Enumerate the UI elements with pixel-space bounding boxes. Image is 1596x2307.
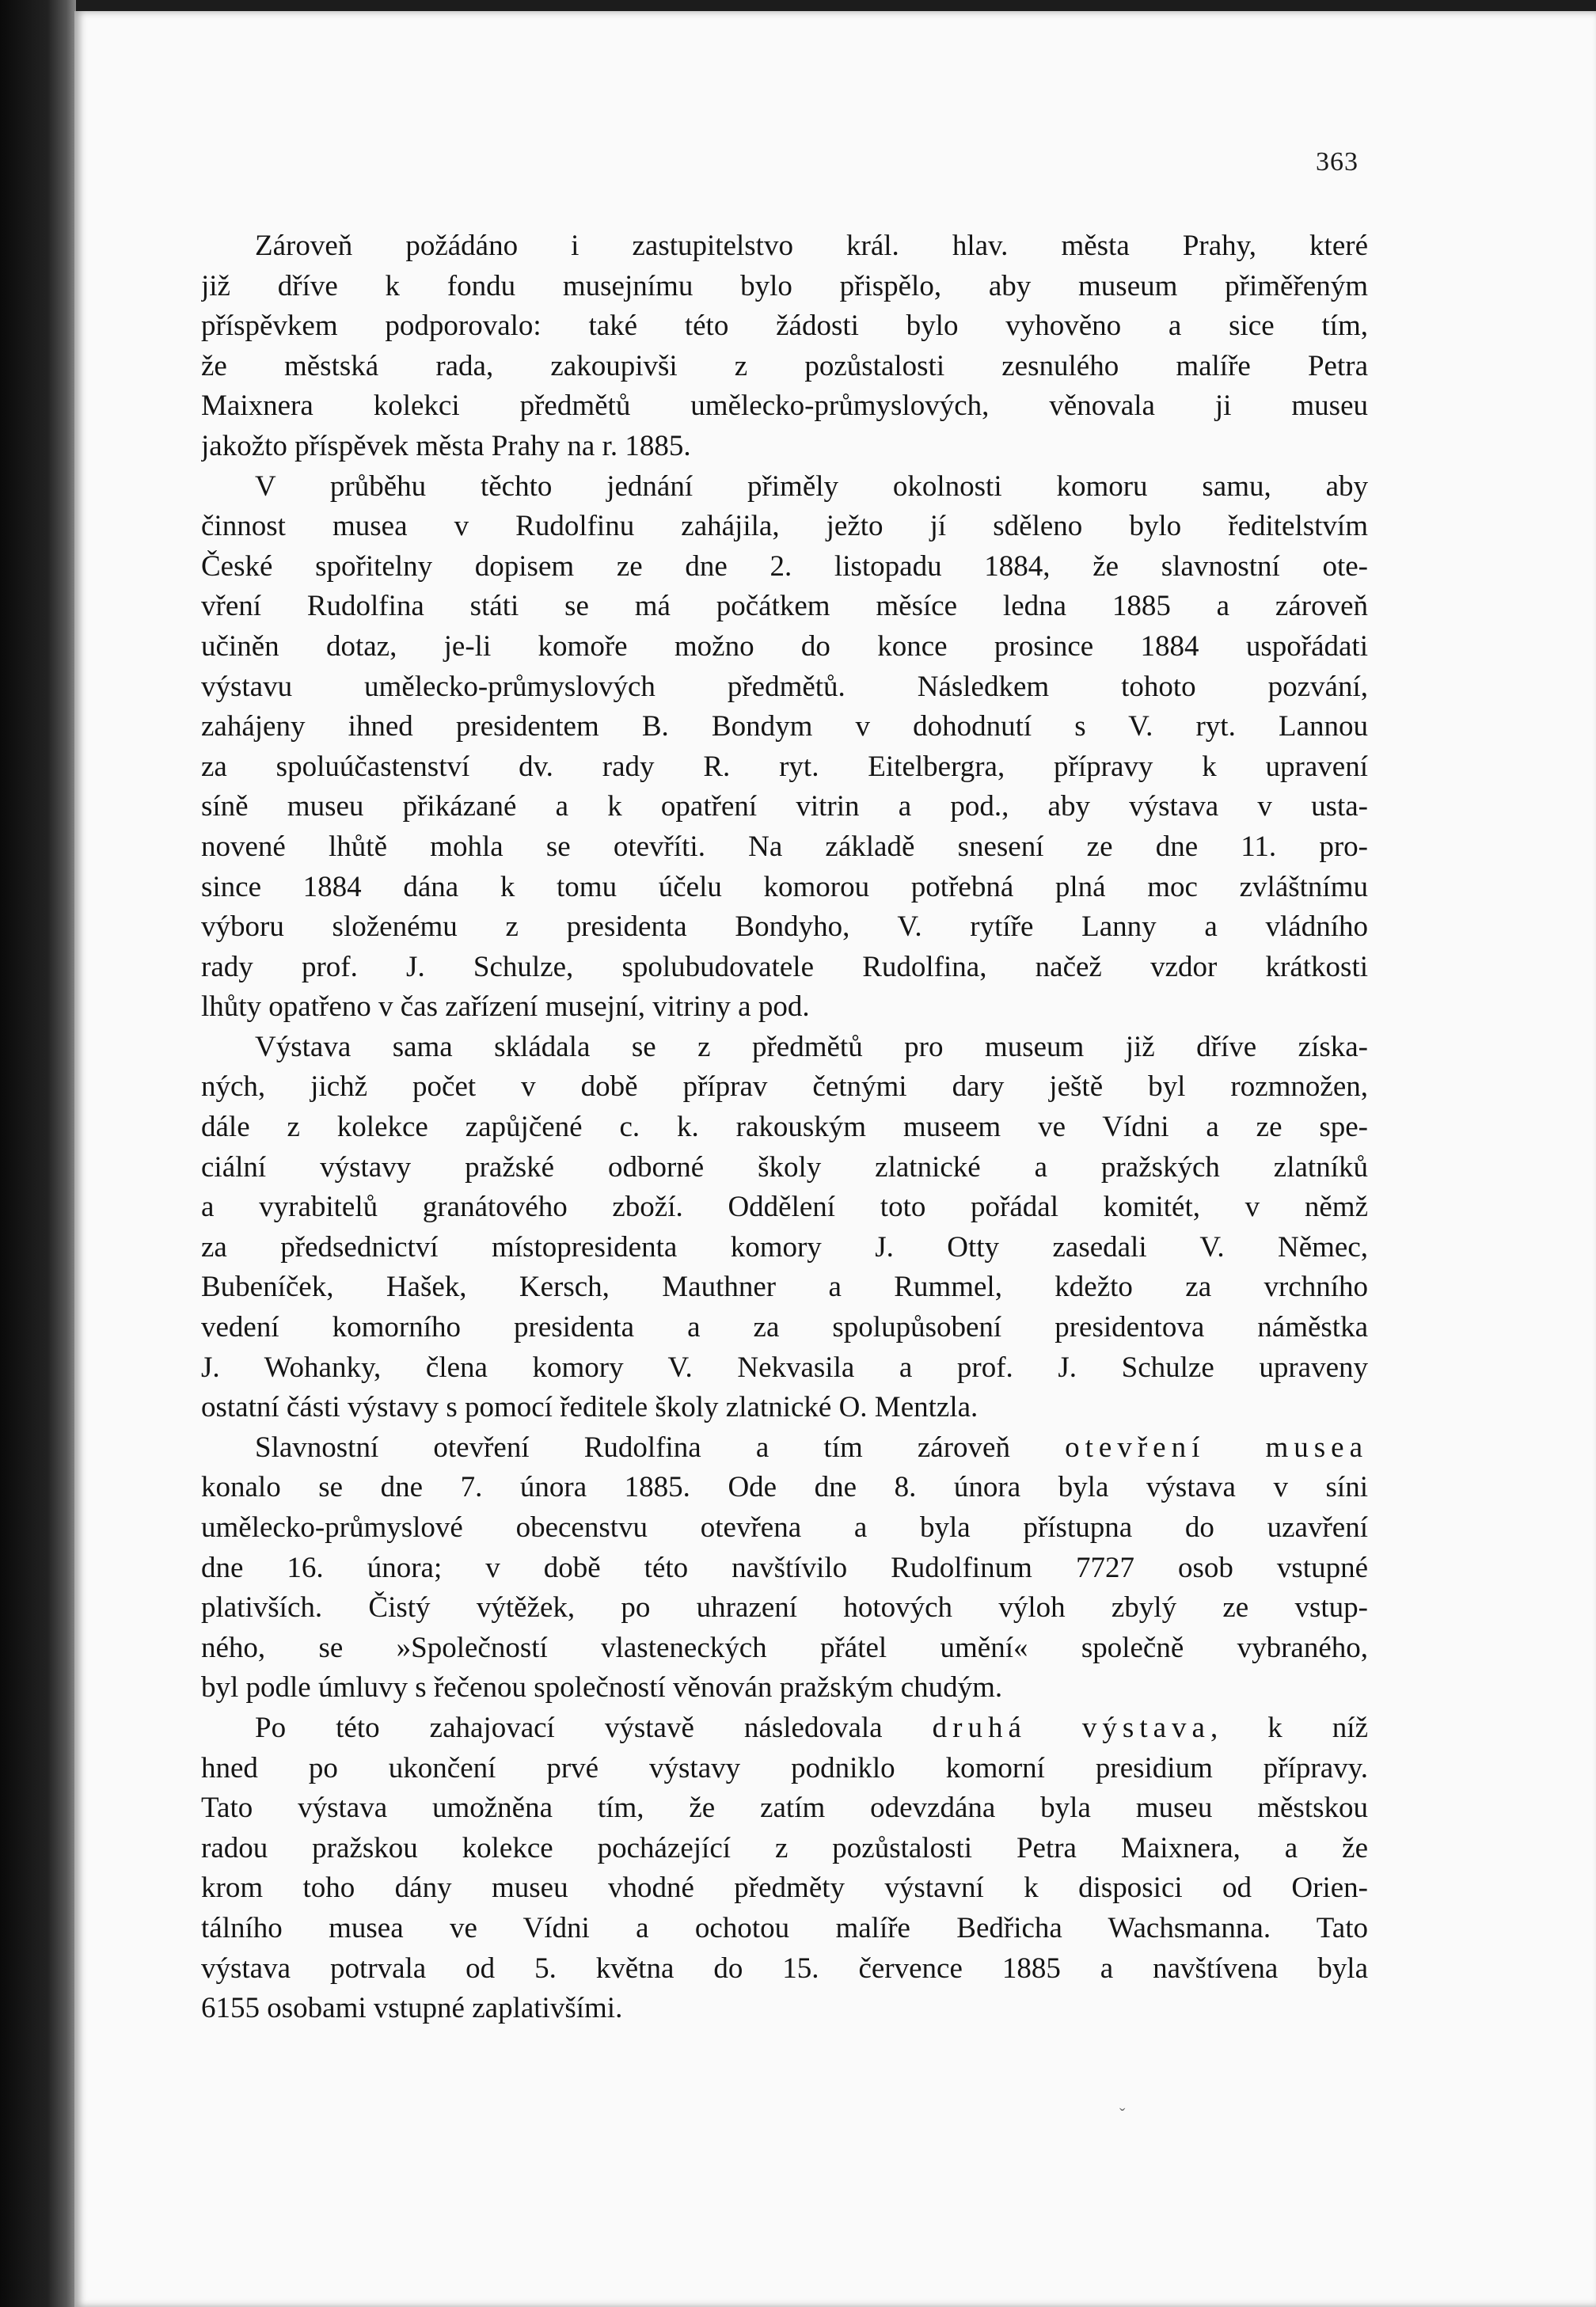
- page-number: 363: [1316, 147, 1358, 177]
- text-line: za předsednictví místopresidenta komory J. Otty zasedali V. Němec,: [201, 1230, 1368, 1264]
- text-line: výstavu umělecko-průmyslových předmětů. Následkem tohoto pozvání,: [201, 670, 1368, 703]
- text-line: dále z kolekce zapůjčené c. k. rakouským museem ve Vídni a ze spe-: [201, 1111, 1368, 1144]
- text-line: ného, se »Společností vlasteneckých přátel umění« společně vybraného,: [201, 1631, 1368, 1664]
- text-line: činnost musea v Rudolfinu zahájila, ježto jí sděleno bylo ředitelstvím: [201, 510, 1368, 543]
- text-line: vření Rudolfina státi se má počátkem měsíce ledna 1885 a zároveň: [201, 590, 1368, 623]
- scan-dark-edge: [0, 0, 76, 2307]
- text-line: since 1884 dána k tomu účelu komorou potřebná plná moc zvláštnímu: [201, 870, 1368, 903]
- spaced-emphasis: druhá výstava: [932, 1711, 1210, 1744]
- text-line: rady prof. J. Schulze, spolubudovatele Rudolfina, načež vzdor krátkosti: [201, 950, 1368, 983]
- text-line: ných, jichž počet v době příprav četnými dary ještě byl rozmnožen,: [201, 1070, 1368, 1104]
- text-line: České spořitelny dopisem ze dne 2. listopadu 1884, že slavnostní ote-: [201, 549, 1368, 583]
- text-line: Zároveň požádáno i zastupitelstvo král. hlav. města Prahy, které: [255, 230, 1368, 262]
- text-line: ostatní části výstavy s pomocí ředitele školy zlatnické O. Mentzla.: [201, 1391, 978, 1424]
- text-line: síně museu přikázané a k opatření vitrin a pod., aby výstava v usta-: [201, 790, 1368, 823]
- text-line: [201, 1428, 1368, 1469]
- document-page: [74, 11, 1596, 2307]
- text-line: radou pražskou kolekce pocházející z pozůstalosti Petra Maixnera, a že: [201, 1831, 1368, 1864]
- text-line: Bubeníček, Hašek, Kersch, Mauthner a Rummel, kdežto za vrchního: [201, 1271, 1368, 1304]
- text-line: výboru složenému z presidenta Bondyho, V. rytíře Lanny a vládního: [201, 910, 1368, 944]
- text-line: tálního musea ve Vídni a ochotou malíře Bedřicha Wachsmanna. Tato: [201, 1911, 1368, 1944]
- text-line: krom toho dány museu vhodné předměty výstavní k disposici od Orien-: [201, 1872, 1368, 1905]
- text-line: již dříve k fondu musejnímu bylo přispělo, aby museum přiměřeným: [201, 269, 1368, 302]
- text-line: hned po ukončení prvé výstavy podniklo komorní presidium přípravy.: [201, 1751, 1368, 1784]
- text-line: vedení komorního presidenta a za spolupůsobení presidentova náměstka: [201, 1311, 1368, 1344]
- text-line: Tato výstava umožněna tím, že zatím odevzdána byla museu městskou: [201, 1792, 1368, 1825]
- text-line: jakožto příspěvek města Prahy na r. 1885.: [201, 429, 691, 462]
- text-run: Po této zahajovací výstavě následovala: [255, 1711, 933, 1744]
- text-line: Maixnera kolekci předmětů umělecko-průmyslových, věnovala ji museu: [201, 390, 1368, 423]
- text-line: že městská rada, zakoupivši z pozůstalosti zesnulého malíře Petra: [201, 349, 1368, 382]
- text-line: a vyrabitelů granátového zboží. Oddělení toto pořádal komitét, v němž: [201, 1191, 1368, 1224]
- text-line: zahájeny ihned presidentem B. Bondym v dohodnutí s V. ryt. Lannou: [201, 710, 1368, 743]
- text-line: plativších. Čistý výtěžek, po uhrazení hotových výloh zbylý ze vstup-: [201, 1591, 1368, 1625]
- text-line: 6155 osobami vstupné zaplativšími.: [201, 1992, 623, 2025]
- text-line: ciální výstavy pražské odborné školy zlatnické a pražských zlatníků: [201, 1150, 1368, 1184]
- text-line: příspěvkem podporovalo: také této žádosti bylo vyhověno a sice tím,: [201, 310, 1368, 343]
- text-line: [201, 1708, 1368, 1749]
- text-run: Slavnostní otevření Rudolfina a tím zároveň: [255, 1431, 1066, 1464]
- text-line: učiněn dotaz, je-li komoře možno do konce prosince 1884 uspořádati: [201, 629, 1368, 663]
- text-line: J. Wohanky, člena komory V. Nekvasila a prof. J. Schulze upraveny: [201, 1351, 1368, 1384]
- text-line: lhůty opatřeno v čas zařízení musejní, vitriny a pod.: [201, 990, 810, 1024]
- text-line: novené lhůtě mohla se otevříti. Na základě snesení ze dne 11. pro-: [201, 830, 1368, 863]
- text-line: V průběhu těchto jednání přiměly okolnosti komoru samu, aby: [255, 469, 1368, 503]
- stray-ink-mark: ˇ: [1119, 2104, 1126, 2124]
- text-line: konalo se dne 7. února 1885. Ode dne 8. února byla výstava v síni: [201, 1471, 1368, 1504]
- text-line: Výstava sama skládala se z předmětů pro museum již dříve získa-: [255, 1030, 1368, 1063]
- text-line: výstava potrvala od 5. května do 15. července 1885 a navštívena byla: [201, 1952, 1368, 1985]
- text-line: dne 16. února; v době této navštívilo Rudolfinum 7727 osob vstupné: [201, 1551, 1368, 1584]
- spaced-emphasis: otevření musea: [1065, 1431, 1368, 1464]
- text-line: za spoluúčastenství dv. rady R. ryt. Eitelbergra, přípravy k upravení: [201, 750, 1368, 783]
- text-line: byl podle úmluvy s řečenou společností věnován pražským chudým.: [201, 1671, 1003, 1705]
- text-run: , k níž: [1210, 1711, 1368, 1744]
- body-text: [201, 226, 1368, 2029]
- text-line: umělecko-průmyslové obecenstvu otevřena a byla přístupna do uzavření: [201, 1511, 1368, 1544]
